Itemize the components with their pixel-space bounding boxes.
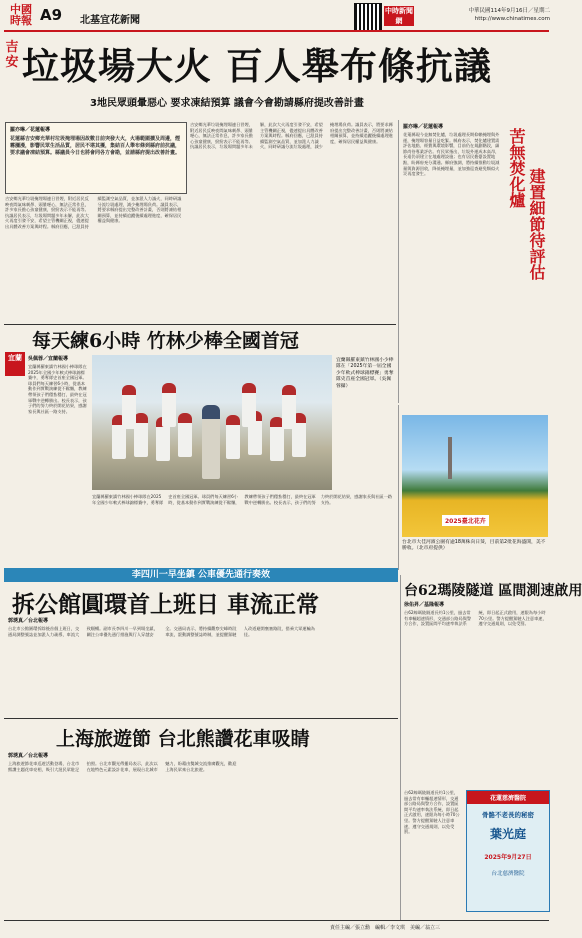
qr-code-icon <box>355 4 381 30</box>
side-body: 花蓮縣現今並無焚化爐，垃圾處理長期仰賴掩埋與外運，掩埋場容量日益吃緊。縣府表示，焚化爐建置需評估地點、經費與環境影響，目前仍在規劃階段，細節尚待專業評估。有民眾指出，垃圾外運成本高昂，長遠仍須建立在地處理設施；也有居民擔憂設置地點，盼縣府充分溝通。縣府強調，將持續推動垃圾減量與資源回收，降低掩埋量，並加強巡查避免類似火災再度發生。 <box>403 132 500 177</box>
baseball-headline: 每天練6小時 竹林少棒全國首冠 <box>32 330 299 352</box>
ad-title: 花蓮慈濟醫院 <box>467 791 549 804</box>
main-lead: 花蓮縣吉安鄉光華村垃圾掩埋場因故數日前突發大火，火場範圍擴及周邊，煙霧瀰漫，影響民眾生活品質，居民不堪其擾，集結百人舉布條到縣府前抗議，要求議會凍結預算。縣議員今日也將會同各方會勘，並請縣府提出改善計畫。 <box>10 136 181 156</box>
shanghai-body: 上海旅遊節花車巡遊活動登場，台北市熊讚主題花車亮相，吸引大批民眾駐足拍照。台北市觀光傳播局表示，此次以在地特色元素設計花車，展現台北城市魅力，盼藉由雙城交流推廣觀光，歡迎上海民眾來台北旅遊。 <box>8 761 237 772</box>
section-number: A9 <box>40 6 63 24</box>
team-photo <box>92 355 332 490</box>
tunnel-byline: 徐佑昇／基隆報導 <box>404 602 445 608</box>
hospital-ad <box>466 790 550 912</box>
side-byline: 羅亦晽／花蓮報導 <box>403 124 444 130</box>
baseball-kicker: 宜蘭 <box>5 352 25 376</box>
baseball-caption: 宜蘭縣羅東鎮竹林國小少棒隊在「2025年第一屆全國少年軟式棒球錦標賽」勇奪隊史首座全國冠軍。（吳佩蓉攝） <box>336 358 394 389</box>
tunnel-body: 台62線瑪陵隧道長約1公里，過去常有車輛超速情形，交通部公路局與警方合作，設置區間平均速率執法系統，即日起正式啟用，速限為每小時70公里。警方提醒駕駛人注意車速，遵守交通規則，以免受罰。 <box>404 610 547 627</box>
transit-body: 台北市公館圓環拆除後首個上班日，交通局調整號誌並加派人力疏導，車流大致順暢。副市長李四川一早到場坐鎮，關注公車優先通行措施與行人穿越安全。交通局表示，將持續觀察尖峰時段車流，滾動調整號誌時制，並提醒駕駛人改道避開壅塞路段，搭乘大眾運輸為佳。 <box>8 626 315 637</box>
small-logo: 中時新聞網 <box>385 7 413 25</box>
main-byline: 羅亦晽／花蓮報導 <box>10 127 51 133</box>
main-body-cont: 吉安鄉光華垃圾掩埋場連日冒煙，附近居民反映夜間氣味刺鼻、頭暈噁心，無法正常作息，許多家長擔心孩童健康，紛紛表示不能再等。抗議居民表示，垃圾場問題多年未解，此次大火再度引發不安，希望主管機關正視，儘速提出具體改善方案與時程。縣府回應，已派員持續監測空氣品質，並加派人力滅火，同時研議分流垃圾處理，減少掩埋場負荷。議員表示，將要求縣府提出完整改善計畫，否則將凍結相關預算，並持續追蹤後續處理進度，確保居民權益與健康。 <box>190 122 393 150</box>
baseball-body-cont: 宜蘭縣羅東鎮竹林國小棒球隊在2025年全國少年軟式棒球錦標賽中，勇奪隊史首座全國冠軍。球員們每天練習6小時，從基本動作到實戰演練從不鬆懈，教練帶領孩子們穩紮穩打，最終在冠軍戰中逆轉勝出。校長表示，孩子們的努力終於開花結果，感謝家長與社區一路支持。 <box>92 494 392 505</box>
baseball-byline: 吳佩蓉／宜蘭報導 <box>28 356 69 362</box>
ad-line3: 2025年9月27日 <box>484 854 532 861</box>
baseball-body: 宜蘭縣羅東鎮竹林國小棒球隊在2025年全國少年軟式棒球錦標賽中，勇奪隊史首座全國冠軍。球員們每天練習6小時，從基本動作到實戰演練從不鬆懈，教練帶領孩子們穩紮穩打，最終在冠軍戰中逆轉勝出。校長表示，孩子們的努力終於開花結果，感謝家長與社區一路支持。 <box>28 364 87 414</box>
main-body: 吉安鄉光華垃圾掩埋場連日冒煙，附近居民反映夜間氣味刺鼻、頭暈噁心，無法正常作息，許多家長擔心孩童健康，紛紛表示不能再等。抗議居民表示，垃圾場問題多年未解，此次大火再度引發不安，希望主管機關正視，儘速提出具體改善方案與時程。縣府回應，已派員持續監測空氣品質，並加派人力滅火，同時研議分流垃圾處理，減少掩埋場負荷。議員表示，將要求縣府提出完整改善計畫，否則將凍結相關預算，並持續追蹤後續處理進度，確保居民權益與健康。 <box>5 196 182 229</box>
flower-caption: 台北市大佳河濱公園有逾18萬株向日葵，目前第2批花海盛開，美不勝收。（北市府提供） <box>402 540 546 552</box>
main-headline: 垃圾場大火 百人舉布條抗議 <box>22 44 492 88</box>
tunnel-body-cont: 台62線瑪陵隧道長約1公里，過去常有車輛超速情形，交通部公路局與警方合作，設置區間平均速率執法系統，即日起正式啟用，速限為每小時70公里。警方提醒駕駛人注意車速，遵守交通規則，以免受罰。 <box>404 790 460 835</box>
sunflower-photo <box>402 415 548 537</box>
side-headline-2: 建置細節待評估 <box>527 168 546 280</box>
tunnel-headline: 台62瑪陵隧道 區間測速啟用 <box>404 583 582 599</box>
ad-line1: 骨骼不老長的秘密 <box>482 811 534 819</box>
issue-date: 中華民國114年9月16日／星期二 <box>468 8 550 14</box>
flower-sign: 2025臺北花卉 <box>442 515 489 526</box>
section-name: 北基宜花新聞 <box>80 15 140 26</box>
transit-headline: 拆公館圓環首上班日 車流正常 <box>12 591 320 618</box>
main-kicker: 吉安 <box>5 40 19 70</box>
site-url: http://www.chinatimes.com <box>474 16 550 22</box>
ad-line4: 台北慈濟醫院 <box>491 871 525 877</box>
lead-box <box>5 122 187 194</box>
side-headline-1: 苦無焚化爐 <box>507 128 526 208</box>
shanghai-headline: 上海旅遊節 台北熊讚花車吸睛 <box>56 728 310 750</box>
newspaper-logo: 中國時報 <box>10 3 32 27</box>
main-subheadline: 3地民眾頭暈惡心 要求凍結預算 議會今會勘請縣府提改善計畫 <box>90 98 364 109</box>
editor-credits: 責任主編／張立勳 編輯／李文琪 美編／翁立三 <box>330 925 441 931</box>
ad-line2: 葉光庭 <box>489 827 526 841</box>
transit-byline: 郭琇真／台北報導 <box>8 618 49 624</box>
shanghai-byline: 郭琇真／台北報導 <box>8 753 49 759</box>
transit-banner: 李四川一早坐鎮 公車優先通行奏效 <box>4 568 398 582</box>
